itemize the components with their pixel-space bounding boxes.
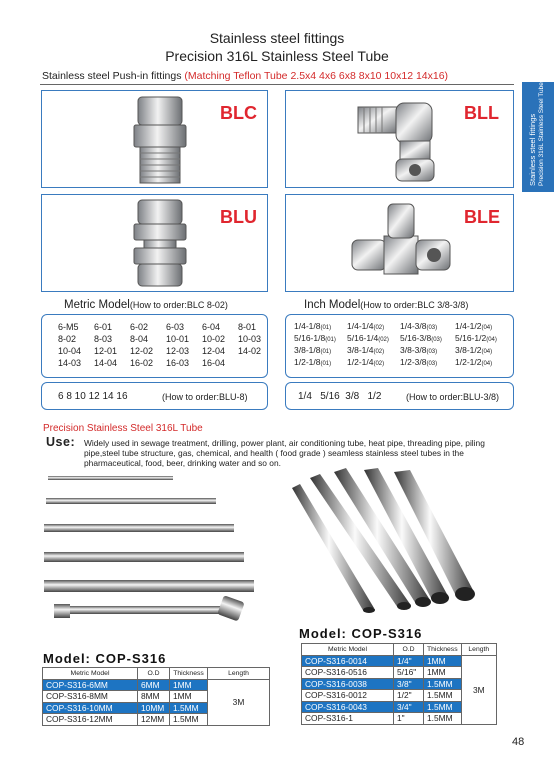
cell-thk: 1.5MM: [170, 714, 208, 726]
metric-size-item: 16-02: [130, 358, 154, 368]
inch-blu-order: (How to order:BLU-3/8): [406, 392, 500, 402]
cell-thk: 1.5MM: [424, 701, 462, 713]
inch-blu-box: [285, 382, 514, 410]
cell-length: 3M: [208, 679, 270, 725]
inch-size-item: [347, 345, 400, 355]
inch-size-code: (03): [426, 325, 438, 331]
metric-model-heading: [64, 299, 228, 311]
metric-table-model-label: Model: COP-S316: [43, 651, 167, 666]
inch-size-code: (03): [426, 361, 438, 367]
metric-size-item: [238, 358, 274, 368]
product-code-blu: BLU: [220, 207, 257, 227]
page-number: 48: [512, 736, 525, 748]
cell-model: COP-S316-0038: [302, 678, 394, 690]
cell-od: 12MM: [138, 714, 170, 726]
cell-od: 10MM: [138, 702, 170, 714]
cell-thk: 1.5MM: [424, 713, 462, 725]
metric-size-item: 10-04: [58, 346, 82, 356]
metric-size-item: 8-02: [58, 334, 77, 344]
metric-blu-sizes: 6 8 10 12 14 16: [58, 391, 128, 402]
inch-size-value: 1/4-1/2: [455, 321, 482, 331]
metric-size-item: 8-03: [94, 334, 113, 344]
cell-thk: 1MM: [424, 655, 462, 667]
cell-od: 1/4": [394, 655, 424, 667]
page-title-line2: Precision 316L Stainless Steel Tube: [165, 48, 389, 64]
inch-size-code: (01): [320, 325, 332, 331]
metric-size-item: 14-04: [94, 358, 118, 368]
metric-size-item: 10-01: [166, 334, 190, 344]
metric-table-body: [43, 679, 270, 725]
inch-size-value: 1/4-1/4: [347, 321, 374, 331]
straight-tubes-image: [40, 470, 270, 630]
col-header-length: Length: [461, 644, 496, 656]
inch-tube-table: [301, 643, 497, 725]
use-description: Widely used in sewage treatment, drilling, power plant, air conditioning tube, heat pipe, threading pipe, piling pipe,steel tube structure, gas, chemical, and health ( food grade ) seamless stainless steel tubes in the pharmaceutical, food, beer, drinking water and so on.: [84, 438, 485, 468]
metric-size-item: 14-03: [58, 358, 82, 368]
teflon-tube-matching: (Matching Teflon Tube 2.5x4 4x6 6x8 8x10 10x12 14x16): [184, 70, 449, 82]
ble-fitting-image: [348, 196, 458, 290]
metric-size-item: 6-04: [202, 322, 221, 332]
metric-size-item: 12-04: [202, 346, 226, 356]
metric-tube-table: [42, 667, 270, 726]
metric-size-item: 14-02: [238, 346, 262, 356]
col-header-od: O.D: [138, 668, 170, 680]
blc-fitting-image: [120, 93, 200, 185]
product-card-bll: [285, 90, 514, 188]
use-label-text: Use: [46, 435, 71, 449]
inch-size-value: 1/2-3/8: [400, 357, 427, 367]
cell-model: COP-S316-10MM: [43, 702, 138, 714]
metric-size-item: 6-01: [94, 322, 113, 332]
side-tab-line1: Stainless steel fittings: [528, 113, 537, 186]
cell-model: COP-S316-1: [302, 713, 394, 725]
cell-model: COP-S316-6MM: [43, 679, 138, 691]
inch-size-code: (03): [431, 337, 442, 343]
inch-size-item: [455, 357, 515, 367]
metric-blu-box: [41, 382, 268, 410]
inch-sizes-box: [285, 314, 514, 378]
inch-size-item: [294, 321, 347, 331]
metric-blu-order: (How to order:BLU-8): [162, 392, 248, 402]
metric-size-item: 12-01: [94, 346, 118, 356]
side-tab: [522, 82, 554, 192]
tube-bundle-image: [290, 468, 500, 620]
inch-size-code: (01): [320, 349, 332, 355]
inch-size-code: (02): [373, 361, 385, 367]
inch-size-item: [347, 357, 400, 367]
cell-thk: 1.5MM: [424, 678, 462, 690]
inch-size-value: 3/8-1/8: [294, 345, 321, 355]
inch-size-item: [294, 357, 347, 367]
inch-size-item: [400, 345, 455, 355]
metric-size-item: 10-02: [202, 334, 226, 344]
use-label-colon: :: [70, 435, 76, 449]
cell-model: COP-S316-0516: [302, 667, 394, 679]
tube-section-title: Precision Stainless Steel 316L Tube: [43, 423, 203, 434]
inch-size-item: [400, 357, 455, 367]
col-header-model: Metric Model: [43, 668, 138, 680]
inch-size-value: 1/2-1/8: [294, 357, 321, 367]
cell-od: 1/2": [394, 690, 424, 702]
inch-size-code: (03): [426, 349, 438, 355]
inch-size-code: (04): [481, 349, 493, 355]
inch-size-code: (02): [373, 349, 385, 355]
cell-thk: 1MM: [170, 691, 208, 703]
cell-od: 5/16": [394, 667, 424, 679]
inch-size-value: 1/4-1/8: [294, 321, 321, 331]
cell-od: 3/8": [394, 678, 424, 690]
inch-table-body: [302, 655, 497, 724]
product-code-bll: BLL: [464, 103, 499, 123]
col-header-thickness: Thickness: [170, 668, 208, 680]
bll-fitting-image: [352, 93, 462, 185]
metric-size-item: 8-04: [130, 334, 149, 344]
inch-size-code: (02): [373, 325, 385, 331]
table-row: [43, 679, 270, 691]
pushin-label: Stainless steel Push-in fittings: [42, 70, 182, 82]
metric-size-item: 6-02: [130, 322, 149, 332]
cell-model: COP-S316-0014: [302, 655, 394, 667]
inch-sizes-grid: [294, 321, 515, 367]
cell-model: COP-S316-8MM: [43, 691, 138, 703]
metric-size-item: 6-M5: [58, 322, 79, 332]
inch-size-value: 3/8-1/2: [455, 345, 482, 355]
inch-blu-sizes: 1/4 5/16 3/8 1/2: [298, 391, 382, 402]
metric-size-item: 12-02: [130, 346, 154, 356]
metric-sizes-grid: [58, 322, 274, 368]
metric-size-item: 12-03: [166, 346, 190, 356]
inch-size-item: [400, 321, 455, 331]
cell-thk: 1MM: [170, 679, 208, 691]
page-title-line1: Stainless steel fittings: [209, 30, 345, 46]
metric-size-item: 16-03: [166, 358, 190, 368]
use-label: [46, 435, 75, 449]
inch-size-item: [347, 333, 400, 343]
inch-size-item: [455, 345, 515, 355]
metric-sizes-box: [41, 314, 268, 378]
col-header-od: O.D: [394, 644, 424, 656]
metric-size-item: 16-04: [202, 358, 226, 368]
product-card-blc: [41, 90, 268, 188]
inch-size-value: 5/16-1/2: [455, 333, 487, 343]
cell-od: 1": [394, 713, 424, 725]
inch-size-item: [400, 333, 455, 343]
metric-size-item: 6-03: [166, 322, 185, 332]
side-tab-line2: Precision 316L Stainless Steel Tube: [538, 82, 545, 186]
inch-size-value: 1/4-3/8: [400, 321, 427, 331]
metric-order-hint: (How to order:BLC 8-02): [129, 300, 228, 310]
metric-size-item: 10-03: [238, 334, 262, 344]
inch-size-value: 1/2-1/4: [347, 357, 374, 367]
inch-size-code: (01): [325, 337, 336, 343]
inch-size-code: (02): [378, 337, 389, 343]
inch-size-code: (01): [320, 361, 332, 367]
pushin-subtitle: [42, 70, 448, 82]
product-card-blu: [41, 194, 268, 292]
inch-size-value: 5/16-3/8: [400, 333, 432, 343]
col-header-length: Length: [208, 668, 270, 680]
cell-model: COP-S316-0043: [302, 701, 394, 713]
cell-thk: 1MM: [424, 667, 462, 679]
inch-size-value: 3/8-3/8: [400, 345, 427, 355]
cell-model: COP-S316-0012: [302, 690, 394, 702]
table-row: [302, 655, 497, 667]
inch-size-code: (04): [481, 361, 493, 367]
cell-thk: 1.5MM: [424, 690, 462, 702]
cell-od: 8MM: [138, 691, 170, 703]
cell-thk: 1.5MM: [170, 702, 208, 714]
cell-model: COP-S316-12MM: [43, 714, 138, 726]
cell-od: 3/4": [394, 701, 424, 713]
blu-fitting-image: [120, 196, 200, 290]
inch-size-value: 5/16-1/8: [294, 333, 326, 343]
col-header-thickness: Thickness: [424, 644, 462, 656]
inch-size-code: (04): [481, 325, 493, 331]
inch-size-code: (04): [486, 337, 497, 343]
inch-order-hint: (How to order:BLC 3/8-3/8): [360, 300, 469, 310]
metric-model-label: Metric Model: [64, 299, 130, 311]
inch-model-heading: [304, 299, 468, 311]
cell-od: 6MM: [138, 679, 170, 691]
inch-size-item: [455, 321, 515, 331]
cell-length: 3M: [461, 655, 496, 724]
inch-size-value: 5/16-1/4: [347, 333, 379, 343]
inch-model-label: Inch Model: [304, 299, 361, 311]
divider: [40, 84, 514, 85]
inch-table-model-label: Model: COP-S316: [299, 626, 423, 641]
col-header-model: Metric Model: [302, 644, 394, 656]
inch-size-item: [294, 345, 347, 355]
inch-size-value: 3/8-1/4: [347, 345, 374, 355]
product-card-ble: [285, 194, 514, 292]
metric-size-item: 8-01: [238, 322, 257, 332]
inch-size-item: [294, 333, 347, 343]
inch-size-value: 1/2-1/2: [455, 357, 482, 367]
product-code-ble: BLE: [464, 207, 500, 227]
product-code-blc: BLC: [220, 103, 257, 123]
inch-size-item: [347, 321, 400, 331]
inch-size-item: [455, 333, 515, 343]
